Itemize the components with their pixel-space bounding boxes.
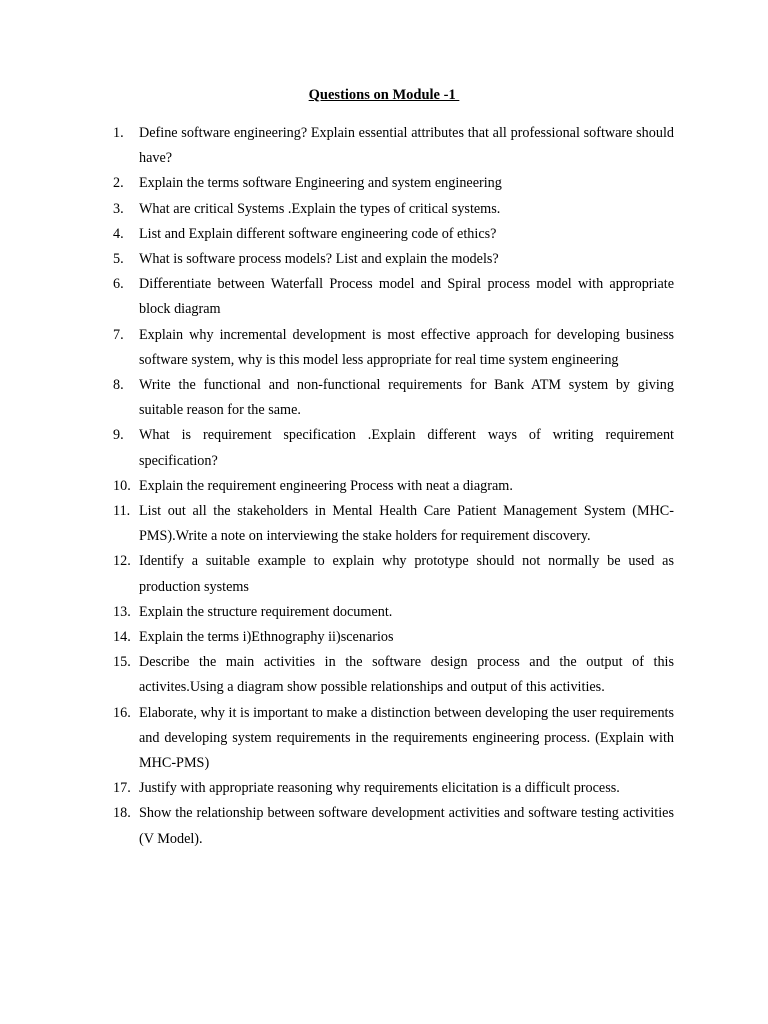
question-text: List and Explain different software engineering code of ethics? — [139, 225, 497, 242]
question-number: 6. — [113, 276, 124, 293]
question-number: 18. — [113, 805, 131, 822]
question-text: Write the functional and non-functional requirements for Bank ATM system by giving suitable reason for the same. — [139, 377, 674, 419]
question-number: 2. — [113, 175, 124, 192]
question-item — [113, 373, 674, 423]
question-item — [113, 650, 674, 700]
question-item — [113, 701, 674, 777]
question-item — [113, 474, 674, 499]
question-text: What is requirement specification .Explain different ways of writing requirement specification? — [139, 427, 674, 469]
question-item — [113, 625, 674, 650]
question-number: 15. — [113, 654, 131, 671]
question-text: Explain why incremental development is most effective approach for developing business software system, why is this model less appropriate for real time system engineering — [139, 326, 674, 368]
question-number: 14. — [113, 629, 131, 646]
question-text: Explain the structure requirement document. — [139, 603, 393, 620]
question-text: Explain the requirement engineering Process with neat a diagram. — [139, 477, 513, 494]
question-text: Differentiate between Waterfall Process model and Spiral process model with appropriate block diagram — [139, 276, 674, 318]
question-number: 5. — [113, 251, 124, 268]
question-item — [113, 121, 674, 171]
question-text: What is software process models? List and explain the models? — [139, 251, 499, 268]
question-text: Describe the main activities in the software design process and the output of this activites.Using a diagram show possible relationships and output of this activities. — [139, 654, 674, 696]
question-text: List out all the stakeholders in Mental Health Care Patient Management System (MHC-PMS).Write a note on interviewing the stake holders for requirement discovery. — [139, 503, 674, 545]
question-text: Explain the terms software Engineering and system engineering — [139, 175, 502, 192]
question-number: 16. — [113, 704, 131, 721]
question-number: 12. — [113, 553, 131, 570]
question-number: 11. — [113, 503, 131, 520]
question-item — [113, 499, 674, 549]
question-number: 13. — [113, 603, 131, 620]
question-item — [113, 776, 674, 801]
question-number: 1. — [113, 125, 124, 141]
question-text: Show the relationship between software development activities and software testing activities (V Model). — [139, 805, 674, 847]
question-number: 3. — [113, 200, 124, 217]
question-list — [113, 121, 674, 852]
question-number: 8. — [113, 377, 124, 394]
question-item — [113, 222, 674, 247]
question-item — [113, 423, 674, 473]
question-number: 10. — [113, 477, 131, 494]
question-text: Explain the terms i)Ethnography ii)scenarios — [139, 629, 394, 646]
question-text: Justify with appropriate reasoning why requirements elicitation is a difficult process. — [139, 780, 620, 797]
question-text: Identify a suitable example to explain why prototype should not normally be used as production systems — [139, 553, 674, 595]
question-number: 9. — [113, 427, 124, 444]
page-title: Questions on Module -1 — [308, 87, 460, 103]
question-item — [113, 272, 674, 322]
question-text: Define software engineering? Explain essential attributes that all professional software should have? — [139, 125, 674, 167]
question-text: Elaborate, why it is important to make a distinction between developing the user requirements and developing system requirements in the requirements engineering process. (Explain with MHC-PMS) — [139, 704, 674, 772]
question-item — [113, 600, 674, 625]
question-item — [113, 801, 674, 851]
question-text: What are critical Systems .Explain the types of critical systems. — [139, 200, 501, 217]
question-item — [113, 323, 674, 373]
question-number: 4. — [113, 225, 124, 242]
question-item — [113, 197, 674, 222]
question-number: 7. — [113, 326, 124, 343]
question-item — [113, 247, 674, 272]
question-item — [113, 171, 674, 196]
question-item — [113, 549, 674, 599]
question-number: 17. — [113, 780, 131, 797]
